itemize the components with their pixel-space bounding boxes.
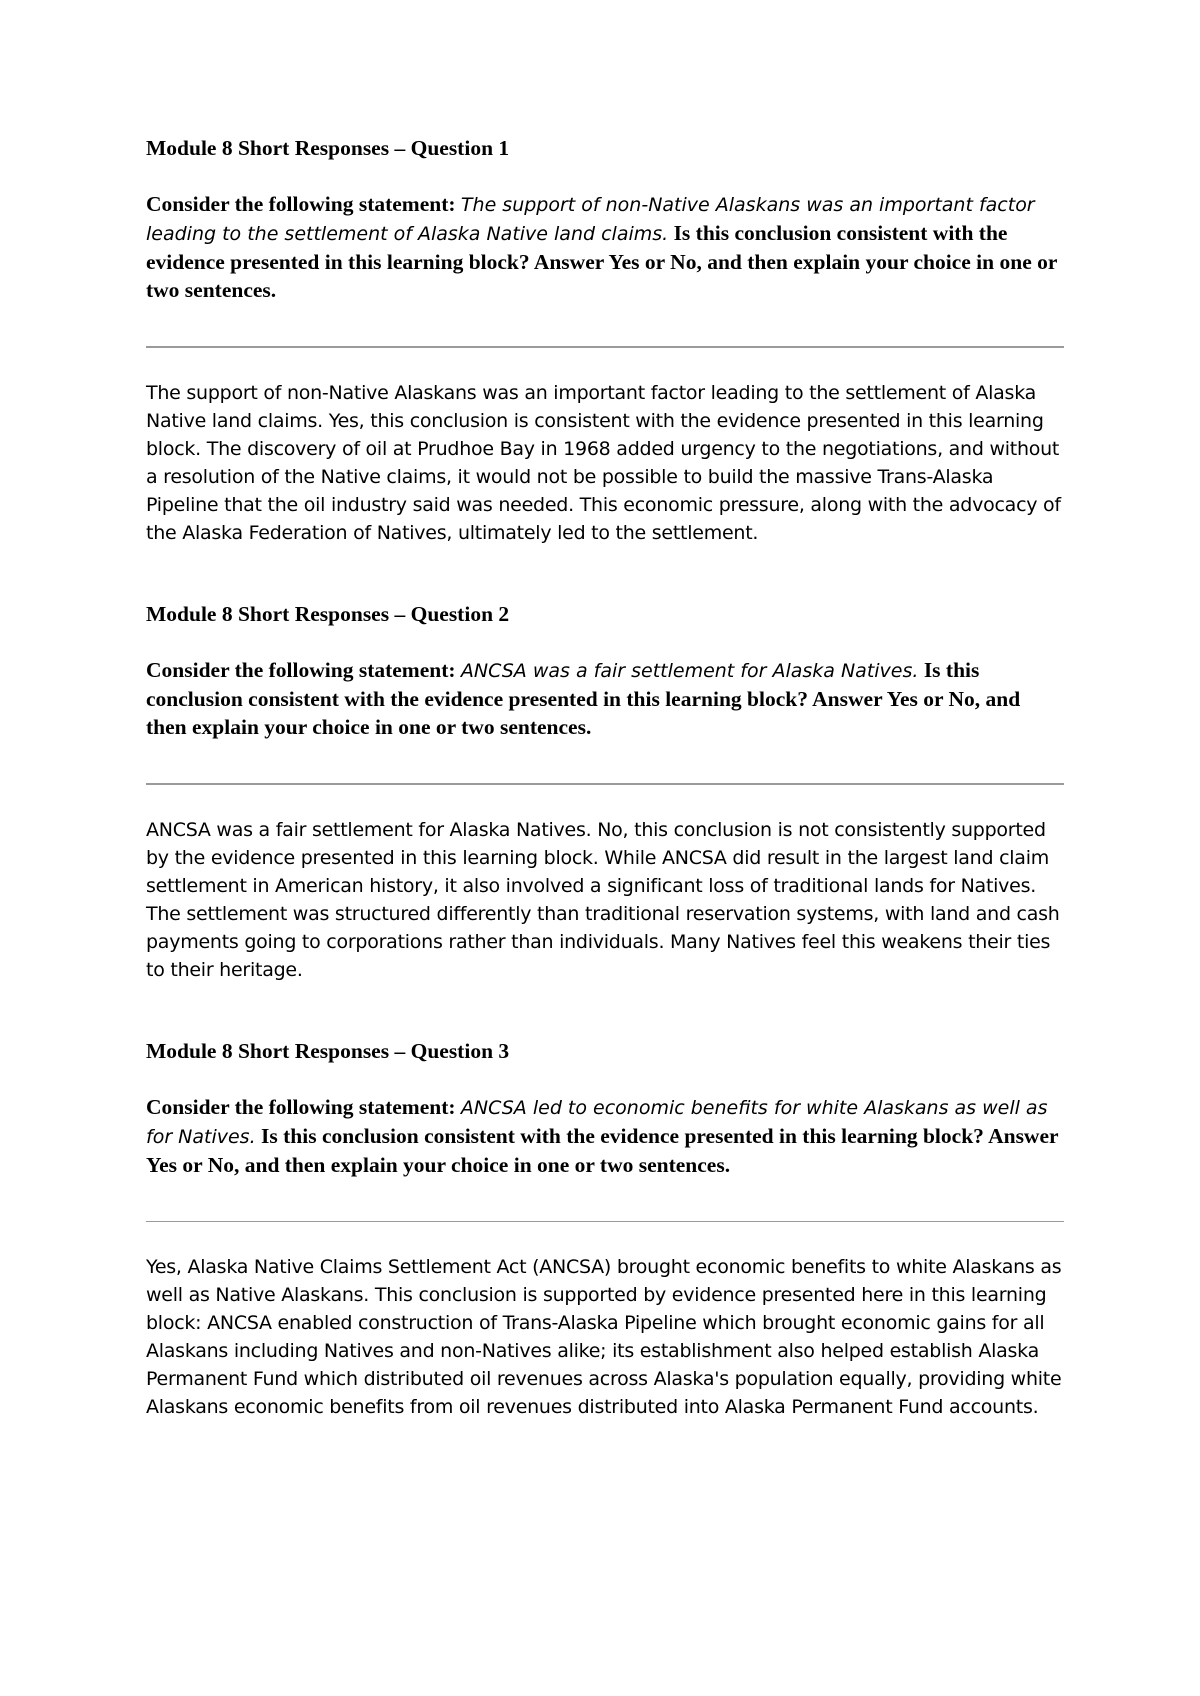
question-3-section [146,1037,1066,1421]
question-1-heading: Module 8 Short Responses – Question 1 [146,136,510,160]
question-2-answer: ANCSA was a fair settlement for Alaska Natives. No, this conclusion is not consistently supported by the evidence presented in this learning block. While ANCSA did result in the largest land claim settlement in American history, it also involved a significant loss of traditional lands for Natives. The settlement was structured differently than traditional reservation systems, with land and cash payments going to corporations rather than individuals. Many Natives feel this weakens their ties to their heritage. [146,819,1060,981]
question-3-answer: Yes, Alaska Native Claims Settlement Act (ANCSA) brought economic benefits to white Alaskans as well as Native Alaskans. This conclusion is supported by evidence presented here in this learning block: ANCSA enabled construction of Trans-Alaska Pipeline which brought economic gains for all Alaskans including Natives and non-Natives alike; its establishment also helped establish Alaska Permanent Fund which distributed oil revenues across Alaska's population equally, providing white Alaskans economic benefits from oil revenues distributed into Alaska Permanent Fund accounts. [146,1256,1062,1418]
question-1-section [146,134,1066,547]
question-1-answer: The support of non-Native Alaskans was an important factor leading to the settlement of Alaska Native land claims. Yes, this conclusion is consistent with the evidence presented in this learning block. The discovery of oil at Prudhoe Bay in 1968 added urgency to the negotiations, and without a resolution of the Native claims, it would not be possible to build the massive Trans-Alaska Pipeline that the oil industry said was needed. This economic pressure, along with the advocacy of the Alaska Federation of Natives, ultimately led to the settlement. [146,382,1061,544]
question-2-divider [146,783,1064,785]
question-1-prompt [146,190,1066,304]
question-2-prompt-tail: Is this conclusion consistent with the evidence presented in this learning block? Answer Yes or No, and then explain your choice in one or two sentences. [146,658,1021,739]
question-2-statement: ANCSA was a fair settlement for Alaska Natives. [460,660,919,682]
question-3-prompt-lead: Consider the following statement: [146,1095,461,1119]
question-3-prompt [146,1093,1066,1179]
question-2-heading: Module 8 Short Responses – Question 2 [146,602,510,626]
question-3-divider [146,1221,1064,1222]
question-2-prompt-lead: Consider the following statement: [146,658,461,682]
question-1-prompt-lead: Consider the following statement: [146,192,461,216]
question-1-divider [146,346,1064,348]
question-2-prompt [146,656,1066,741]
question-2-section [146,600,1066,984]
document-page [146,134,1066,1421]
question-3-statement: ANCSA led to economic benefits for white Alaskans as well as for Natives. [146,1097,1048,1148]
question-3-prompt-tail: Is this conclusion consistent with the evidence presented in this learning block? Answer Yes or No, and then explain your choice in one or two sentences. [146,1124,1059,1177]
question-3-heading: Module 8 Short Responses – Question 3 [146,1039,510,1063]
question-1-statement: The support of non-Native Alaskans was an important factor leading to the settlement of Alaska Native land claims. [146,194,1035,245]
question-1-prompt-tail: Is this conclusion consistent with the evidence presented in this learning block? Answer Yes or No, and then explain your choice in one or two sentences. [146,221,1058,302]
